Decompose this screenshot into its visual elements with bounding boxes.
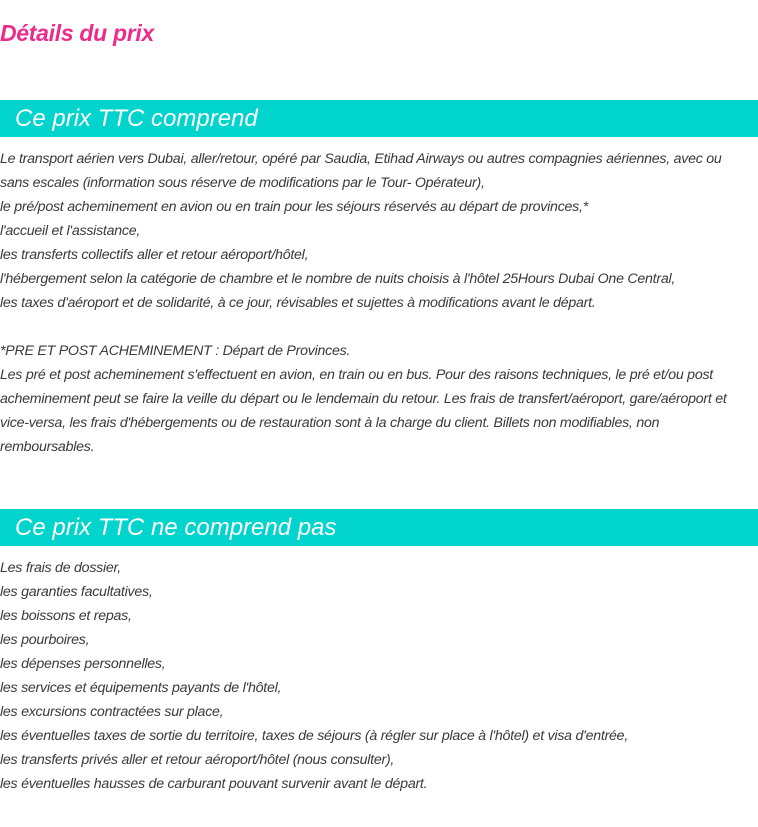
includes-section [0,147,758,459]
excludes-item: les éventuelles taxes de sortie du territoire, taxes de séjours (à régler sur place à l'hôtel) et visa d'entrée, [0,728,629,744]
pre-post-note-title: *PRE ET POST ACHEMINEMENT : Départ de Provinces. [0,343,351,359]
excludes-item: Les frais de dossier, [0,560,121,576]
includes-heading: Ce prix TTC comprend [0,100,758,137]
includes-item-transfers: les transferts collectifs aller et retour aéroport/hôtel, [0,247,309,263]
excludes-item: les excursions contractées sur place, [0,704,224,720]
excludes-item: les transferts privés aller et retour aéroport/hôtel (nous consulter), [0,752,395,768]
excludes-heading: Ce prix TTC ne comprend pas [0,509,758,546]
excludes-item: les garanties facultatives, [0,584,153,600]
includes-item-taxes: les taxes d'aéroport et de solidarité, à ce jour, révisables et sujettes à modifications avant le départ. [0,295,596,311]
includes-item-welcome: l'accueil et l'assistance, [0,223,141,239]
pre-post-note-text: Les pré et post acheminement s'effectuent en avion, en train ou en bus. Pour des raisons techniques, le pré et/ou post acheminement peut se faire la veille du départ ou le lendemain du retour. Les frais de transfert/aéroport, gare/aéroport et vice-versa, les frais d'hébergements ou de restauration sont à la charge du client. Billets non modifiables, non remboursables. [0,367,727,455]
excludes-item: les dépenses personnelles, [0,656,166,672]
excludes-item: les services et équipements payants de l'hôtel, [0,680,282,696]
excludes-item: les éventuelles hausses de carburant pouvant survenir avant le départ. [0,776,428,792]
excludes-item: les pourboires, [0,632,90,648]
spacer [0,315,758,339]
excludes-section [0,556,758,796]
includes-item-transport: Le transport aérien vers Dubai, aller/retour, opéré par Saudia, Etihad Airways ou autres compagnies aériennes, avec ou sans escales (information sous réserve de modifications par le Tour- Opérateur), [0,151,722,191]
includes-item-accommodation: l'hébergement selon la catégorie de chambre et le nombre de nuits choisis à l'hôtel 25Hours Dubai One Central, [0,271,676,287]
page-title: Détails du prix [0,20,154,46]
excludes-item: les boissons et repas, [0,608,132,624]
includes-item-pre-post: le pré/post acheminement en avion ou en train pour les séjours réservés au départ de provinces,* [0,199,588,215]
